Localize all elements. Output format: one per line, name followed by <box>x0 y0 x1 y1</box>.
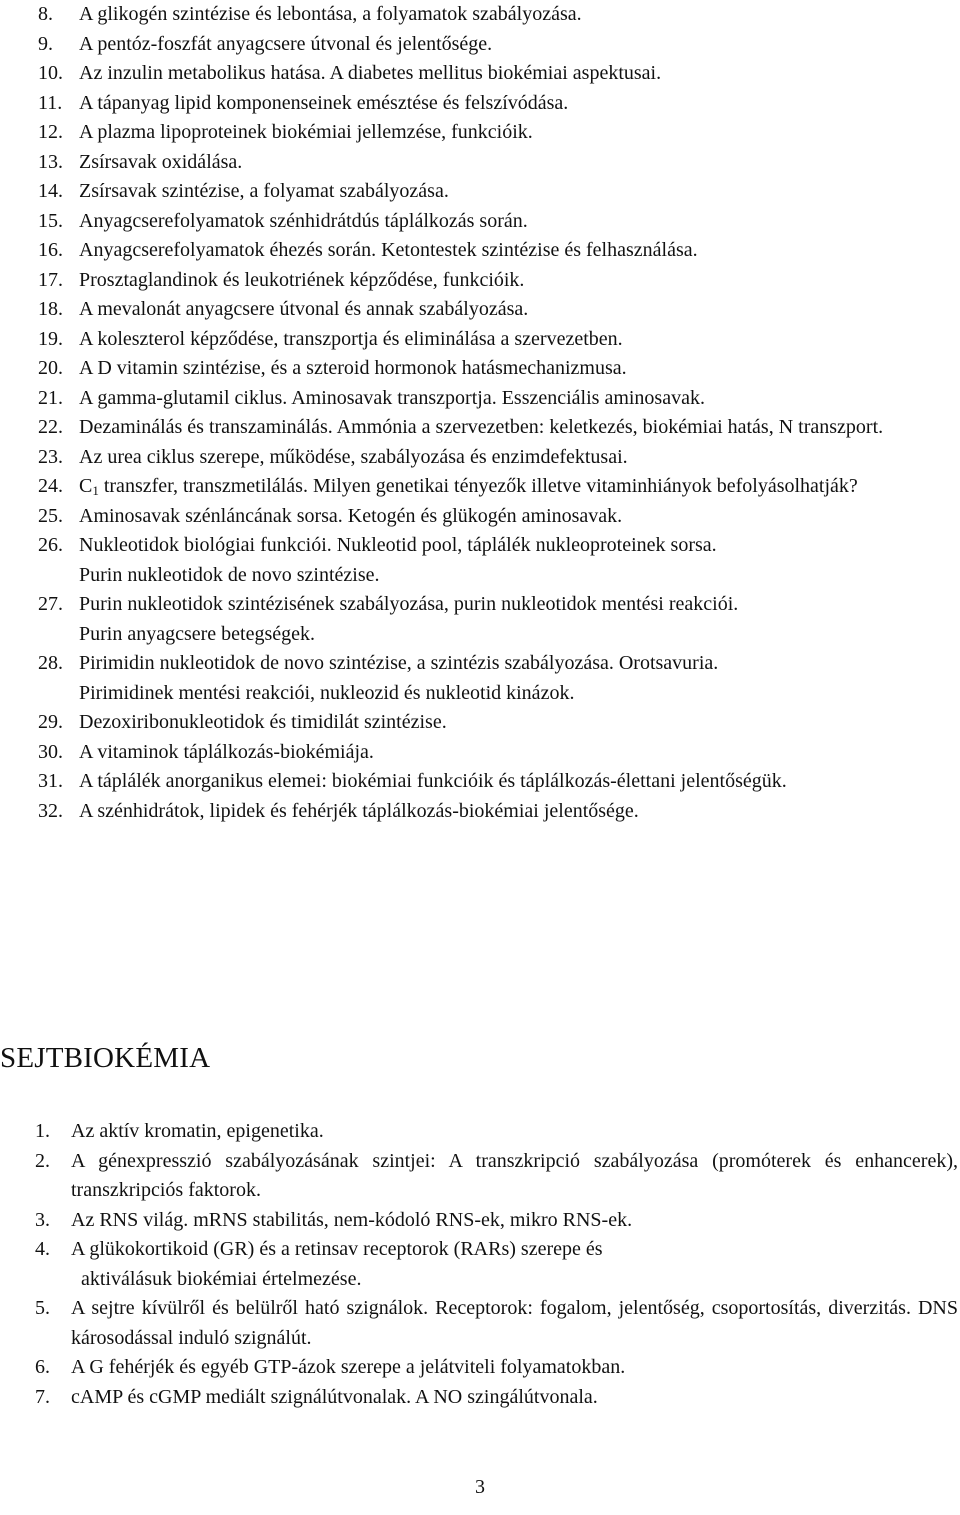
page-number: 3 <box>475 1476 485 1498</box>
item-number: 11. <box>38 91 63 114</box>
list-item <box>0 59 960 89</box>
item-text <box>79 590 958 649</box>
item-number: 32. <box>38 799 63 822</box>
item-text <box>79 472 958 502</box>
item-text: A glikogén szintézise és lebontása, a folyamatok szabályozása. <box>79 3 582 25</box>
item-text: A koleszterol képződése, transzportja és eliminálása a szervezetben. <box>79 327 623 350</box>
list-item <box>0 738 960 768</box>
list-item <box>0 207 960 237</box>
item-text: Anyagcserefolyamatok szénhidrátdús táplálkozás során. <box>79 209 528 232</box>
list-item <box>0 118 960 148</box>
subscript: 1 <box>92 483 99 498</box>
item-number: 1. <box>35 1120 50 1142</box>
item-text: Prosztaglandinok és leukotriének képződése, funkcióik. <box>79 268 525 291</box>
list-item <box>0 30 960 60</box>
list-item <box>0 89 960 119</box>
item-number: 12. <box>38 121 63 143</box>
item-text: A vitaminok táplálkozás-biokémiája. <box>79 740 374 763</box>
item-number: 9. <box>38 32 53 55</box>
list-item <box>0 354 960 384</box>
list-item <box>0 325 960 355</box>
item-number: 15. <box>38 209 63 232</box>
item-number: 16. <box>38 239 63 261</box>
item-text: A sejtre kívülről és belülről ható szignálok. Receptorok: fogalom, jelentőség, csoportosítás, diverzitás. DNS károsodással induló szignálút. <box>71 1297 958 1349</box>
item-text-line: Purin nukleotidok de novo szintézise. <box>79 563 380 586</box>
item-text-line: A glükokortikoid (GR) és a retinsav receptorok (RARs) szerepe és <box>71 1238 603 1260</box>
item-text <box>79 531 958 590</box>
list-item <box>0 531 960 590</box>
list-item <box>0 413 960 443</box>
item-number: 25. <box>38 504 63 527</box>
item-number: 4. <box>35 1238 50 1260</box>
list-item <box>0 295 960 325</box>
item-text-line: Pirimidin nukleotidok de novo szintézise, a szintézis szabályozása. Orotsavuria. <box>79 652 719 674</box>
list-item <box>0 177 960 207</box>
item-number: 7. <box>35 1385 50 1408</box>
list-item <box>0 443 960 473</box>
item-number: 27. <box>38 593 63 615</box>
item-text: A táplálék anorganikus elemei: biokémiai funkcióik és táplálkozás-élettani jelentőségük. <box>79 770 787 792</box>
item-number: 8. <box>38 3 53 25</box>
item-text-part: transzfer, transzmetilálás. Milyen genetikai tényezők illetve vitaminhiányok befolyásolhatják? <box>98 475 858 497</box>
item-text: A D vitamin szintézise, és a szteroid hormonok hatásmechanizmusa. <box>79 357 627 379</box>
item-text-line: Nukleotidok biológiai funkciói. Nukleotid pool, táplálék nukleoproteinek sorsa. <box>79 534 717 556</box>
item-text: Dezoxiribonukleotidok és timidilát szintézise. <box>79 711 447 733</box>
item-text: A gamma-glutamil ciklus. Aminosavak transzportja. Esszenciális aminosavak. <box>79 386 705 409</box>
list-item <box>0 502 960 532</box>
list-item <box>0 1294 960 1353</box>
item-number: 23. <box>38 445 63 468</box>
item-number: 10. <box>38 62 63 84</box>
section-heading: SEJTBIOKÉMIA <box>0 1042 211 1074</box>
item-text: Az aktív kromatin, epigenetika. <box>71 1120 324 1142</box>
item-text: A génexpresszió szabályozásának szintjei: A transzkripció szabályozása (promóterek és enhancerek), transzkripciós faktorok. <box>71 1149 958 1201</box>
item-text: Az inzulin metabolikus hatása. A diabetes mellitus biokémiai aspektusai. <box>79 62 662 84</box>
list-item <box>0 1235 960 1294</box>
item-text: Dezaminálás és transzaminálás. Ammónia a szervezetben: keletkezés, biokémiai hatás, N transzport. <box>79 416 884 438</box>
item-text: Anyagcserefolyamatok éhezés során. Ketontestek szintézise és felhasználása. <box>79 239 698 261</box>
item-number: 24. <box>38 475 63 497</box>
item-number: 20. <box>38 357 63 379</box>
item-number: 21. <box>38 386 63 409</box>
item-text-part: C <box>79 475 93 497</box>
item-text: Aminosavak szénláncának sorsa. Ketogén és glükogén aminosavak. <box>79 504 623 527</box>
item-number: 17. <box>38 268 63 291</box>
item-number: 6. <box>35 1356 50 1378</box>
list-item <box>0 266 960 296</box>
item-text-line: Purin anyagcsere betegségek. <box>79 622 316 645</box>
item-text: A G fehérjék és egyéb GTP-ázok szerepe a jelátviteli folyamatokban. <box>71 1356 626 1378</box>
item-text <box>79 649 958 708</box>
item-text: Az urea ciklus szerepe, működése, szabályozása és enzimdefektusai. <box>79 445 628 468</box>
item-text-line: Purin nukleotidok szintézisének szabályozása, purin nukleotidok mentési reakciói. <box>79 593 739 615</box>
item-text: Zsírsavak szintézise, a folyamat szabályozása. <box>79 180 449 202</box>
list-item <box>0 590 960 649</box>
item-text: Zsírsavak oxidálása. <box>79 150 243 173</box>
list-item <box>0 708 960 738</box>
item-number: 2. <box>35 1149 50 1172</box>
item-number: 14. <box>38 180 63 202</box>
item-text: A tápanyag lipid komponenseinek emésztése és felszívódása. <box>79 91 569 114</box>
item-text-line: Pirimidinek mentési reakciói, nukleozid és nukleotid kinázok. <box>79 681 575 704</box>
list-item <box>0 0 960 30</box>
item-text: A mevalonát anyagcsere útvonal és annak szabályozása. <box>79 298 529 320</box>
item-number: 5. <box>35 1297 50 1319</box>
list-item <box>0 236 960 266</box>
list-item <box>0 1206 960 1236</box>
item-number: 29. <box>38 711 63 733</box>
item-number: 30. <box>38 740 63 763</box>
item-number: 18. <box>38 298 63 320</box>
list-item <box>0 148 960 178</box>
list-item <box>0 384 960 414</box>
list-item <box>0 1353 960 1383</box>
item-text: cAMP és cGMP mediált szignálútvonalak. A NO szingálútvonala. <box>71 1385 598 1408</box>
list-item <box>0 1117 960 1147</box>
item-text <box>71 1235 958 1294</box>
item-text: A pentóz-foszfát anyagcsere útvonal és jelentősége. <box>79 32 493 55</box>
list-item <box>0 649 960 708</box>
item-number: 22. <box>38 416 63 438</box>
item-number: 13. <box>38 150 63 173</box>
item-number: 28. <box>38 652 63 674</box>
item-text-line: aktiválásuk biokémiai értelmezése. <box>81 1267 362 1290</box>
item-number: 31. <box>38 770 63 792</box>
item-text: Az RNS világ. mRNS stabilitás, nem-kódoló RNS-ek, mikro RNS-ek. <box>71 1208 633 1231</box>
item-number: 26. <box>38 534 63 556</box>
list-item <box>0 1383 960 1413</box>
topic-list-cell-biochemistry <box>0 1117 960 1412</box>
item-number: 19. <box>38 327 63 350</box>
list-item <box>0 472 960 502</box>
list-item <box>0 767 960 797</box>
list-item <box>0 797 960 827</box>
item-number: 3. <box>35 1208 50 1231</box>
item-text: A plazma lipoproteinek biokémiai jellemzése, funkcióik. <box>79 121 533 143</box>
list-item <box>0 1147 960 1206</box>
item-text: A szénhidrátok, lipidek és fehérjék táplálkozás-biokémiai jelentősége. <box>79 799 639 822</box>
